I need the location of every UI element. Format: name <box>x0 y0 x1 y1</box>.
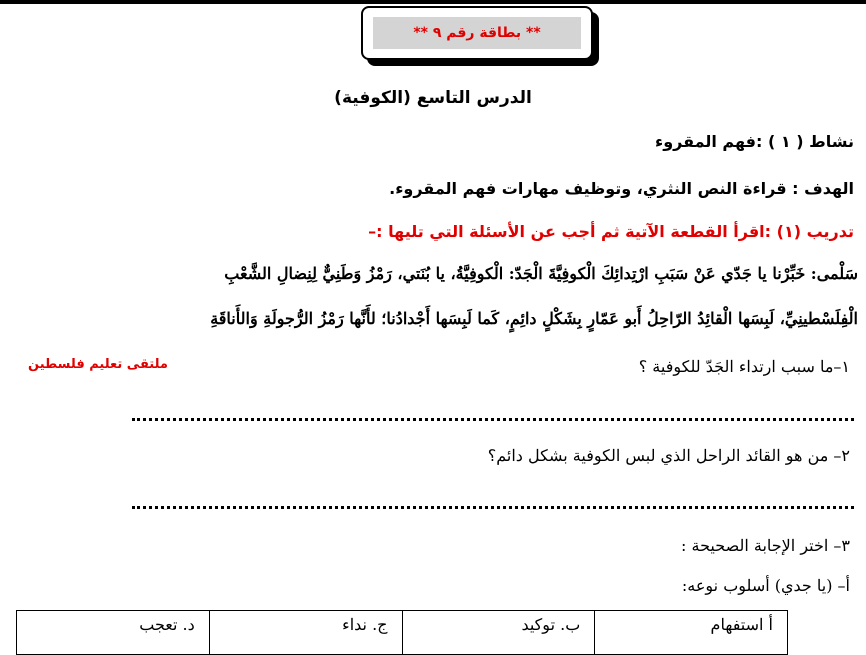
question-1: ١–ما سبب ارتداء الجَدّ للكوفية ؟ <box>638 357 850 376</box>
watermark-text: ملتقى تعليم فلسطين <box>28 357 168 372</box>
choice-b[interactable]: ب. توكيد <box>402 611 595 655</box>
passage-line-2: الْفِلَسْطينِيِّ، لَبِسَها الْقائِدُ الرّاحِلُ أَبو عَمّارٍ بِشَكْلٍ دائِمٍ، كَما لَبِسَها أَجْدادُنا؛ لأَنَّها رَمْزُ الرُّجولَةِ وَالأَناقَةِ <box>210 309 858 328</box>
card-title-panel <box>373 17 581 49</box>
passage-line-1: سَلْمى: خَبِّرْنا يا جَدّي عَنْ سَبَبِ ارْتِدائِكَ الْكوفِيَّةَ الْجَدّ: الْكوفِيَّةُ، يا بُنَتي، رَمْزُ وَطَنِيٌّ لِنِضالِ الشَّعْبِ <box>224 264 858 283</box>
top-border <box>0 0 866 4</box>
exercise-instruction: تدريب (١) :اقرأ القطعة الآتية ثم أجب عن الأسئلة التي تليها :– <box>368 222 854 241</box>
choice-c[interactable]: ج. نداء <box>209 611 402 655</box>
question-3: ٣– اختر الإجابة الصحيحة : <box>681 536 850 555</box>
choices-row <box>17 611 788 655</box>
card-title-box <box>361 6 593 60</box>
answer-line-2[interactable] <box>132 492 854 509</box>
choice-a[interactable]: أ استفهام <box>595 611 788 655</box>
answer-line-1[interactable] <box>132 404 854 421</box>
goal-text: الهدف : قراءة النص النثري، وتوظيف مهارات فهم المقروء. <box>389 179 854 198</box>
activity-heading: نشاط ( ١ ) :فهم المقروء <box>655 132 854 151</box>
question-2: ٢– من هو القائد الراحل الذي لبس الكوفية بشكل دائم؟ <box>487 446 850 465</box>
choices-table <box>16 610 788 655</box>
lesson-title: الدرس التاسع (الكوفية) <box>334 88 532 108</box>
choice-d[interactable]: د. تعجب <box>17 611 210 655</box>
card-title: ** بطاقة رقم ٩ ** <box>413 25 541 41</box>
question-3a: أ– (يا جدي) أسلوب نوعه: <box>681 576 850 595</box>
